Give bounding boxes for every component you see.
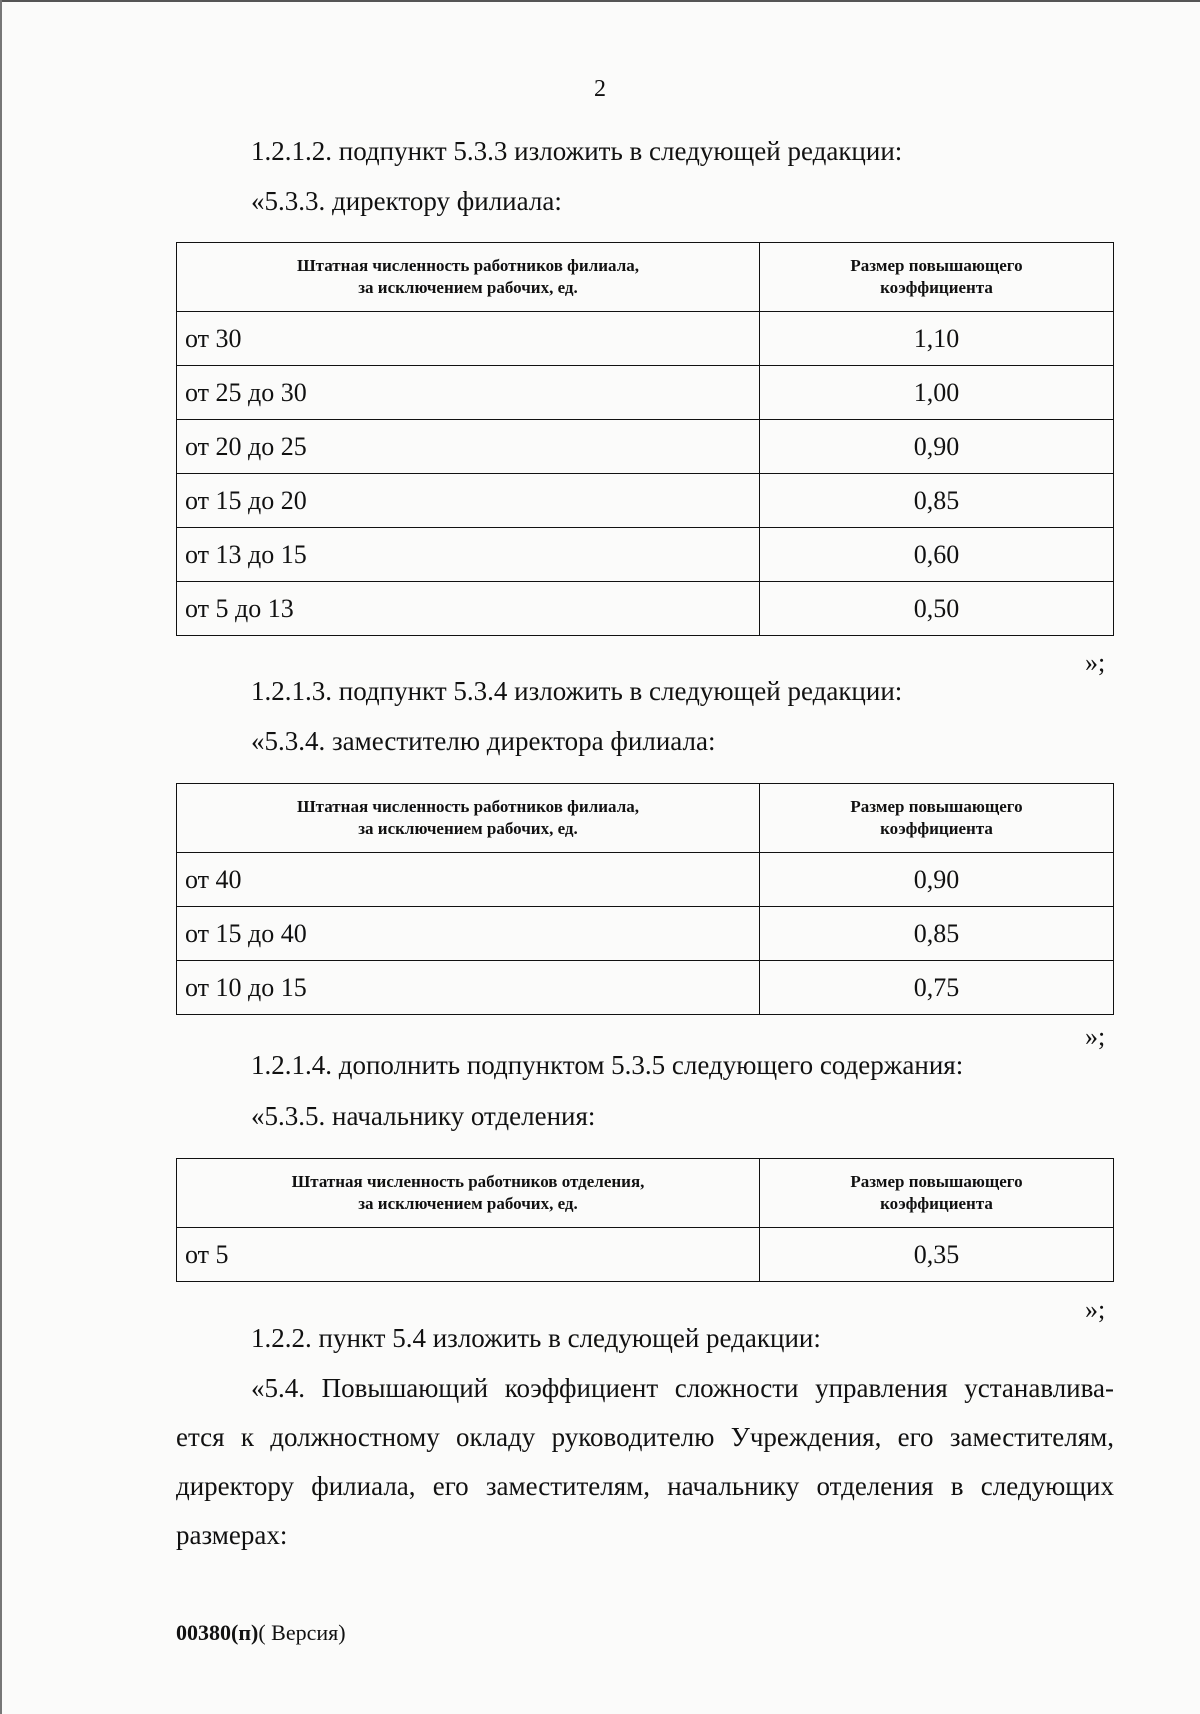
header-coefficient: Размер повышающего коэффициента bbox=[760, 1159, 1114, 1228]
range-cell: от 10 до 15 bbox=[177, 961, 760, 1015]
range-cell: от 13 до 15 bbox=[177, 528, 760, 582]
table-row bbox=[177, 582, 1114, 636]
section-subheading: «5.3.5. начальнику отделения: bbox=[251, 1101, 596, 1131]
section-heading: 1.2.1.3. подпункт 5.3.4 изложить в следующей редакции: bbox=[251, 676, 903, 706]
value-cell: 0,75 bbox=[760, 961, 1114, 1015]
scan-edge bbox=[0, 0, 2, 1714]
table-row bbox=[177, 366, 1114, 420]
section-subheading: «5.3.4. заместителю директора филиала: bbox=[251, 726, 716, 756]
table-header-row bbox=[177, 1159, 1114, 1228]
range-cell: от 5 до 13 bbox=[177, 582, 760, 636]
table-header-row bbox=[177, 784, 1114, 853]
range-cell: от 15 до 40 bbox=[177, 907, 760, 961]
document-version: ( Версия) bbox=[258, 1620, 346, 1645]
body-line: размерах: bbox=[176, 1520, 288, 1550]
closing-quote: »; bbox=[1085, 1295, 1106, 1324]
header-staff-count: Штатная численность работников отделения, за исключением рабочих, ед. bbox=[177, 1159, 760, 1228]
range-cell: от 25 до 30 bbox=[177, 366, 760, 420]
coefficient-table-department-head bbox=[176, 1158, 1114, 1282]
document-footer bbox=[176, 1620, 346, 1646]
header-coefficient: Размер повышающего коэффициента bbox=[760, 243, 1114, 312]
range-cell: от 5 bbox=[177, 1228, 760, 1282]
range-cell: от 30 bbox=[177, 312, 760, 366]
closing-quote: »; bbox=[1085, 648, 1106, 677]
body-line: «5.4. Повышающий коэффициент сложности управления устанавлива- bbox=[251, 1373, 1114, 1403]
header-staff-count: Штатная численность работников филиала, за исключением рабочих, ед. bbox=[177, 243, 760, 312]
table-row bbox=[177, 420, 1114, 474]
table-row bbox=[177, 312, 1114, 366]
table-header-row bbox=[177, 243, 1114, 312]
value-cell: 0,35 bbox=[760, 1228, 1114, 1282]
value-cell: 0,85 bbox=[760, 474, 1114, 528]
value-cell: 1,00 bbox=[760, 366, 1114, 420]
header-staff-count: Штатная численность работников филиала, за исключением рабочих, ед. bbox=[177, 784, 760, 853]
range-cell: от 20 до 25 bbox=[177, 420, 760, 474]
range-cell: от 15 до 20 bbox=[177, 474, 760, 528]
coefficient-table-director bbox=[176, 242, 1114, 636]
section-heading: 1.2.1.4. дополнить подпунктом 5.3.5 следующего содержания: bbox=[251, 1050, 964, 1080]
table-row bbox=[177, 528, 1114, 582]
section-subheading: «5.3.3. директору филиала: bbox=[251, 186, 562, 216]
range-cell: от 40 bbox=[177, 853, 760, 907]
value-cell: 1,10 bbox=[760, 312, 1114, 366]
table-row bbox=[177, 907, 1114, 961]
value-cell: 0,90 bbox=[760, 420, 1114, 474]
body-line: ется к должностному окладу руководителю Учреждения, его заместителям, bbox=[176, 1422, 1114, 1452]
page-number: 2 bbox=[594, 76, 606, 102]
table-row bbox=[177, 1228, 1114, 1282]
table-row bbox=[177, 474, 1114, 528]
scan-edge bbox=[0, 0, 1200, 2]
value-cell: 0,60 bbox=[760, 528, 1114, 582]
body-line: директору филиала, его заместителям, начальнику отделения в следующих bbox=[176, 1471, 1114, 1501]
value-cell: 0,50 bbox=[760, 582, 1114, 636]
value-cell: 0,90 bbox=[760, 853, 1114, 907]
closing-quote: »; bbox=[1085, 1022, 1106, 1051]
value-cell: 0,85 bbox=[760, 907, 1114, 961]
header-coefficient: Размер повышающего коэффициента bbox=[760, 784, 1114, 853]
table-row bbox=[177, 853, 1114, 907]
document-code: 00380(п) bbox=[176, 1620, 259, 1645]
section-heading: 1.2.2. пункт 5.4 изложить в следующей редакции: bbox=[251, 1323, 821, 1353]
table-row bbox=[177, 961, 1114, 1015]
coefficient-table-deputy-director bbox=[176, 783, 1114, 1015]
section-heading: 1.2.1.2. подпункт 5.3.3 изложить в следующей редакции: bbox=[251, 136, 903, 166]
